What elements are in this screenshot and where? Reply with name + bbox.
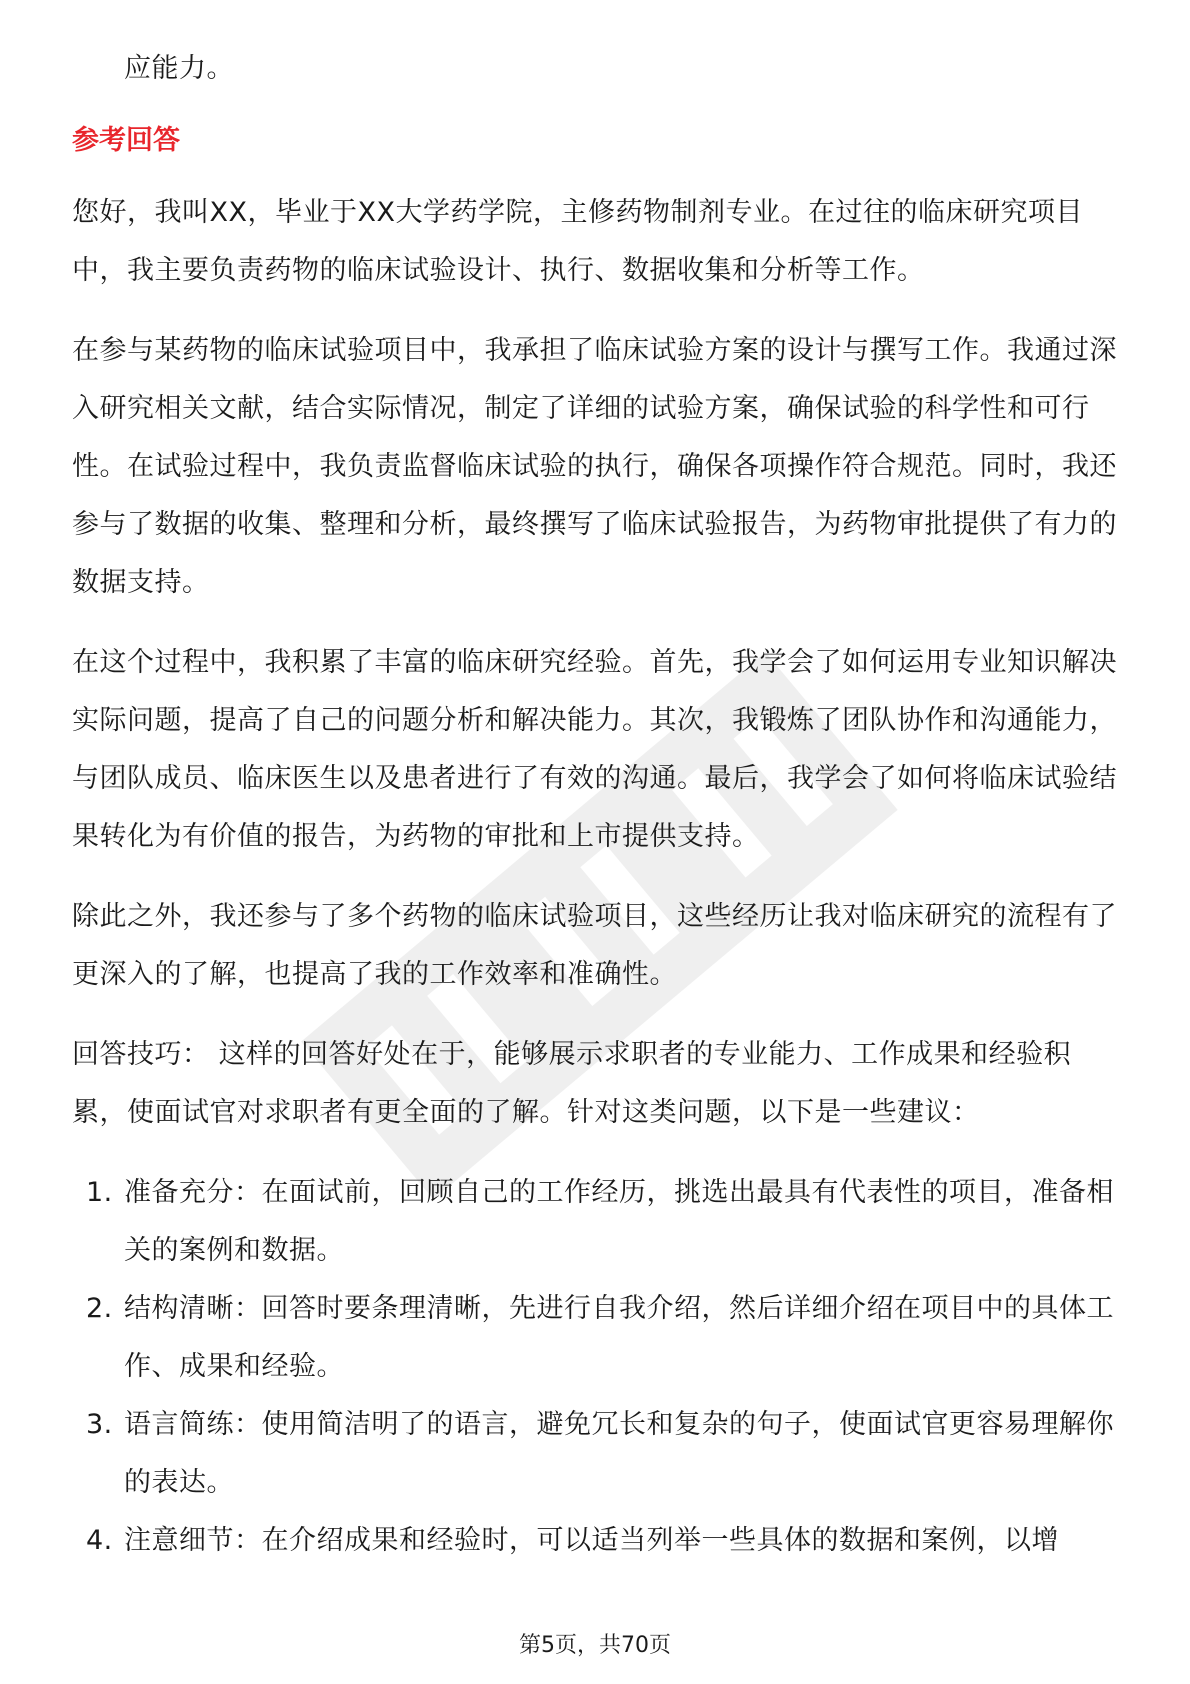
list-number: 1. xyxy=(86,1177,113,1208)
document-page xyxy=(72,40,1118,1570)
list-item-text: 注意细节：在介绍成果和经验时，可以适当列举一些具体的数据和案例，以增 xyxy=(124,1525,1059,1556)
paragraph: 您好，我叫XX，毕业于XX大学药学院，主修药物制剂专业。在过往的临床研究项目中，我主要负责药物的临床试验设计、执行、数据收集和分析等工作。 xyxy=(72,197,1083,286)
list-item xyxy=(72,1396,1118,1512)
list-number: 3. xyxy=(86,1409,113,1440)
list-item-text: 准备充分：在面试前，回顾自己的工作经历，挑选出最具有代表性的项目，准备相关的案例和数据。 xyxy=(124,1177,1114,1266)
paragraph: 在参与某药物的临床试验项目中，我承担了临床试验方案的设计与撰写工作。我通过深入研究相关文献，结合实际情况，制定了详细的试验方案，确保试验的科学性和可行性。在试验过程中，我负责监督临床试验的执行，确保各项操作符合规范。同时，我还参与了数据的收集、整理和分析，最终撰写了临床试验报告，为药物审批提供了有力的数据支持。 xyxy=(72,335,1117,598)
paragraph: 在这个过程中，我积累了丰富的临床研究经验。首先，我学会了如何运用专业知识解决实际问题，提高了自己的问题分析和解决能力。其次，我锻炼了团队协作和沟通能力，与团队成员、临床医生以及患者进行了有效的沟通。最后，我学会了如何将临床试验结果转化为有价值的报告，为药物的审批和上市提供支持。 xyxy=(72,647,1117,852)
list-item-text: 结构清晰：回答时要条理清晰，先进行自我介绍，然后详细介绍在项目中的具体工作、成果和经验。 xyxy=(124,1293,1114,1382)
list-item xyxy=(72,1280,1118,1396)
section-heading: 参考回答 xyxy=(72,125,180,156)
list-item xyxy=(72,1164,1118,1280)
page-footer: 第5页，共70页 xyxy=(519,1633,671,1658)
list-number: 4. xyxy=(86,1525,113,1556)
continuation-text: 应能力。 xyxy=(124,53,234,84)
paragraph: 除此之外，我还参与了多个药物的临床试验项目，这些经历让我对临床研究的流程有了更深入的了解，也提高了我的工作效率和准确性。 xyxy=(72,901,1117,990)
list-item xyxy=(72,1512,1118,1570)
list-item-text: 语言简练：使用简洁明了的语言，避免冗长和复杂的句子，使面试官更容易理解你的表达。 xyxy=(124,1409,1114,1498)
list-number: 2. xyxy=(86,1293,113,1324)
tips-list xyxy=(72,1164,1118,1570)
answer-tips-intro: 回答技巧： 这样的回答好处在于，能够展示求职者的专业能力、工作成果和经验积累，使面试官对求职者有更全面的了解。针对这类问题，以下是一些建议： xyxy=(72,1039,1072,1128)
